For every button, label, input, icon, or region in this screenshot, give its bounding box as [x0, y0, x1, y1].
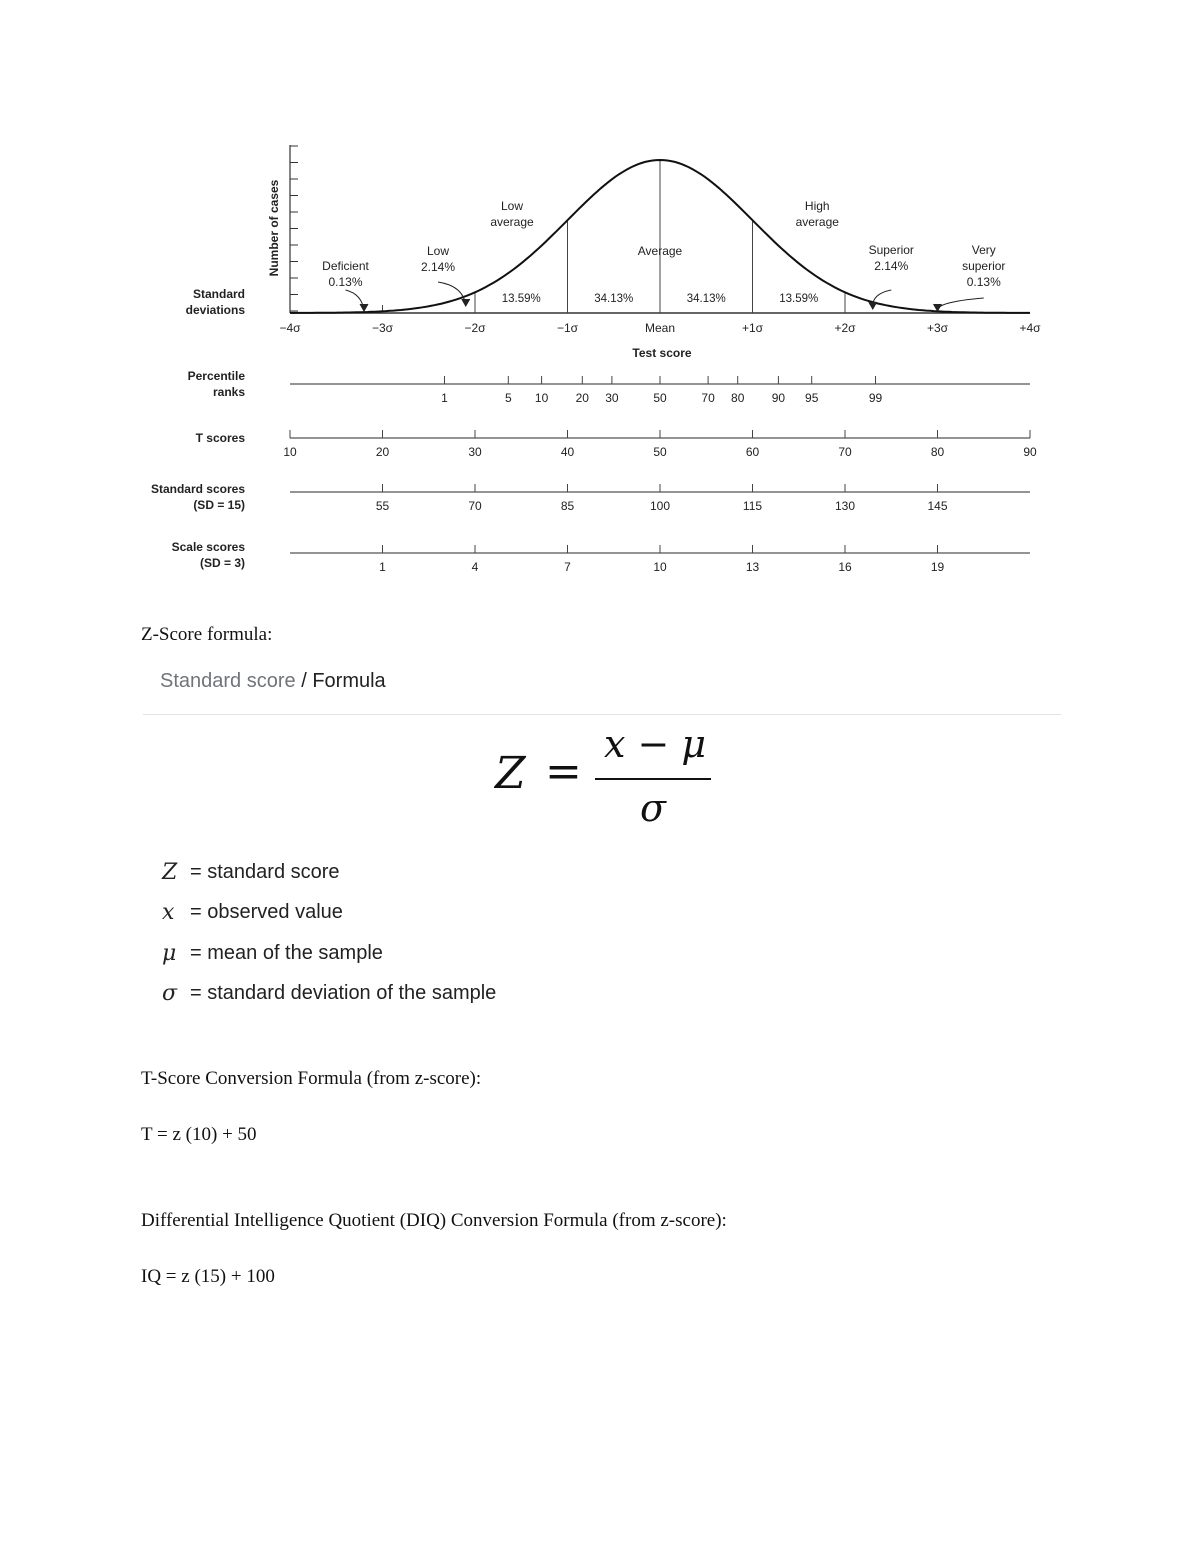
- score-tick-label: 60: [745, 445, 760, 459]
- definition-item: [162, 893, 496, 934]
- category-arrowhead: [462, 299, 470, 306]
- tscore-heading: T-Score Conversion Formula (from z-score):: [141, 1068, 482, 1089]
- score-tick-label: 16: [838, 560, 852, 574]
- breadcrumb-separator: /: [301, 670, 307, 692]
- sd-tick-label: +1σ: [741, 321, 764, 335]
- tscore-formula: T = z (10) + 50: [141, 1124, 257, 1145]
- sd-tick-label: −2σ: [464, 321, 486, 335]
- y-axis-label: Number of cases: [267, 179, 281, 277]
- sd-tick-label: −1σ: [556, 321, 579, 335]
- sd-tick-label: Mean: [644, 321, 676, 335]
- category-pointer: [346, 290, 365, 311]
- score-tick-label: 80: [731, 391, 745, 405]
- normal-distribution-figure: [0, 0, 1200, 600]
- score-tick-label: 40: [560, 445, 575, 459]
- score-tick-label: 55: [375, 499, 390, 513]
- score-tick-label: 10: [283, 445, 297, 459]
- sd-tick-label: −4σ: [279, 321, 301, 335]
- score-scale-label: Standard scores (SD = 15): [150, 482, 245, 512]
- category-arrowhead: [934, 304, 942, 311]
- sd-row-label: Standard deviations: [185, 287, 245, 317]
- band-percent-label: 34.13%: [594, 293, 634, 305]
- zscore-formula: [495, 722, 725, 838]
- definition-text: = standard deviation of the sample: [190, 982, 497, 1005]
- score-tick-label: 50: [653, 391, 667, 405]
- score-scale-label: T scores: [195, 431, 245, 445]
- band-percent-label: 13.59%: [501, 293, 541, 305]
- score-tick-label: 99: [868, 391, 883, 405]
- score-tick-label: 70: [701, 391, 715, 405]
- score-tick-label: 100: [649, 499, 671, 513]
- score-tick-label: 90: [1023, 445, 1037, 459]
- score-tick-label: 7: [564, 560, 571, 574]
- category-label: Superior 2.14%: [868, 243, 914, 273]
- definition-symbol: σ: [162, 981, 178, 1007]
- definition-symbol: μ: [162, 940, 177, 966]
- definition-symbol: x: [162, 900, 175, 926]
- band-percent-label: 34.13%: [686, 293, 726, 305]
- score-tick-label: 10: [653, 560, 667, 574]
- category-label: Deficient 0.13%: [322, 259, 369, 289]
- diq-heading: Differential Intelligence Quotient (DIQ) Conversion Formula (from z-score):: [141, 1210, 727, 1231]
- band-percent-label: 13.59%: [779, 293, 819, 305]
- formula-fraction-bar: [595, 778, 711, 780]
- x-axis-label: Test score: [632, 346, 692, 360]
- definition-text: = observed value: [190, 901, 343, 924]
- score-tick-label: 95: [805, 391, 819, 405]
- formula-numerator: x − μ: [603, 722, 707, 766]
- score-tick-label: 1: [441, 391, 448, 405]
- definition-list: [162, 852, 496, 1014]
- definition-text: = standard score: [190, 860, 340, 883]
- score-tick-label: 5: [504, 391, 512, 405]
- category-pointer: [937, 298, 983, 311]
- definition-text: = mean of the sample: [190, 941, 383, 964]
- score-tick-label: 30: [605, 391, 619, 405]
- score-tick-label: 145: [927, 499, 948, 513]
- category-label: Average: [637, 244, 683, 258]
- sd-tick-label: −3σ: [371, 321, 394, 335]
- score-tick-label: 4: [471, 560, 479, 574]
- category-arrowhead: [360, 304, 368, 311]
- score-tick-label: 10: [534, 391, 549, 405]
- score-tick-label: 70: [838, 445, 852, 459]
- definition-item: [162, 933, 496, 974]
- score-tick-label: 130: [834, 499, 856, 513]
- formula-equals: =: [545, 746, 582, 797]
- score-tick-label: 50: [653, 445, 667, 459]
- score-scale-label: Scale scores (SD = 3): [171, 540, 245, 570]
- definition-item: [162, 974, 496, 1015]
- score-tick-label: 20: [375, 445, 390, 459]
- score-tick-label: 20: [575, 391, 589, 405]
- divider: [143, 714, 1061, 715]
- sd-tick-label: +2σ: [834, 321, 856, 335]
- score-tick-label: 90: [771, 391, 786, 405]
- score-tick-label: 85: [560, 499, 575, 513]
- score-tick-label: 30: [468, 445, 482, 459]
- formula-lhs: Z: [495, 748, 526, 799]
- breadcrumb: [160, 670, 386, 693]
- category-label: Low 2.14%: [420, 244, 456, 274]
- category-pointer: [438, 282, 466, 306]
- score-tick-label: 1: [379, 560, 386, 574]
- score-tick-label: 13: [745, 560, 760, 574]
- sd-tick-label: +4σ: [1019, 321, 1041, 335]
- breadcrumb-parent[interactable]: Standard score: [160, 670, 296, 692]
- category-arrowhead: [869, 302, 877, 309]
- zscore-heading: Z-Score formula:: [141, 624, 273, 645]
- category-label: High average: [795, 199, 839, 229]
- category-label: Low average: [490, 199, 534, 229]
- score-tick-label: 70: [468, 499, 482, 513]
- category-label: Very superior 0.13%: [962, 243, 1006, 289]
- score-tick-label: 115: [742, 499, 763, 513]
- sd-tick-label: +3σ: [926, 321, 949, 335]
- definition-item: [162, 852, 496, 893]
- breadcrumb-current: Formula: [312, 670, 386, 692]
- definition-symbol: Z: [162, 859, 178, 885]
- formula-denominator: σ: [640, 786, 666, 830]
- diq-formula: IQ = z (15) + 100: [141, 1266, 275, 1287]
- score-scale-label: Percentile ranks: [187, 369, 245, 399]
- score-tick-label: 19: [930, 560, 945, 574]
- score-tick-label: 80: [930, 445, 945, 459]
